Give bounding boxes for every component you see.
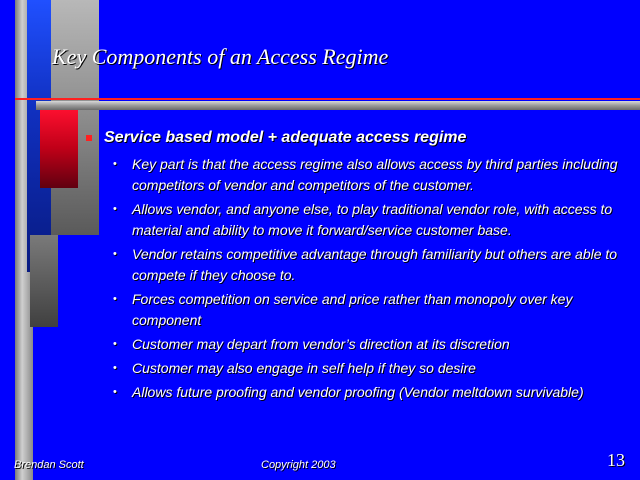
title-rule-gray — [36, 101, 640, 110]
main-bullet-text: Service based model + adequate access regime — [104, 129, 467, 146]
sub-bullet-text: Allows vendor, and anyone else, to play traditional vendor role, with access to material and ability to move it forward/service customer base. — [132, 201, 613, 238]
slide-number: 13 — [607, 450, 625, 470]
sub-bullet-item — [110, 244, 620, 286]
bullet-dot-icon: • — [113, 386, 117, 398]
sub-bullet-item — [110, 382, 620, 403]
sub-bullet-text: Forces competition on service and price rather than monopoly over key component — [132, 291, 573, 328]
sub-bullet-text: Vendor retains competitive advantage through familiarity but others are able to compete if they choose to. — [132, 246, 618, 283]
slide-title: Key Components of an Access Regime — [52, 44, 389, 69]
bullet-dot-icon: • — [113, 248, 117, 260]
sub-bullet-item — [110, 334, 620, 355]
bullet-dot-icon: • — [113, 338, 117, 350]
decorative-bar-red — [40, 108, 78, 188]
sub-bullet-text: Customer may depart from vendor’s direction at its discretion — [132, 336, 510, 352]
footer-copyright: Copyright 2003 — [261, 459, 336, 471]
sub-bullet-text: Allows future proofing and vendor proofing (Vendor meltdown survivable) — [132, 384, 584, 400]
footer-author: Brendan Scott — [14, 459, 84, 471]
bullet-dot-icon: • — [113, 158, 117, 170]
bullet-dot-icon: • — [113, 293, 117, 305]
square-bullet-icon — [86, 135, 92, 141]
bullet-dot-icon: • — [113, 203, 117, 215]
bullet-dot-icon: • — [113, 362, 117, 374]
title-rule-red — [15, 98, 640, 100]
main-bullet — [86, 129, 626, 147]
sub-bullet-text: Customer may also engage in self help if they so desire — [132, 360, 476, 376]
sub-bullet-item — [110, 358, 620, 379]
sub-bullet-item — [110, 289, 620, 331]
decorative-bar-gray-short — [30, 235, 58, 327]
sub-bullet-item — [110, 154, 620, 196]
sub-bullet-list — [110, 154, 620, 406]
sub-bullet-item — [110, 199, 620, 241]
sub-bullet-text: Key part is that the access regime also allows access by third parties including competitors of vendor and competitors of the customer. — [132, 156, 618, 193]
